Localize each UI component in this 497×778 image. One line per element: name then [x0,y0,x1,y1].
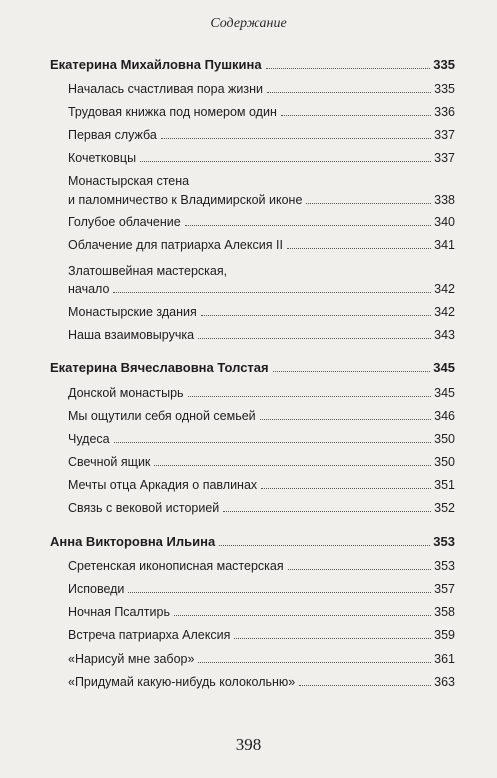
toc-entry[interactable] [68,82,455,96]
toc-entry-title: Кочетковцы [68,151,137,165]
toc-section-title: Анна Викторовна Ильина [50,534,216,549]
toc-page-number: 342 [434,305,455,319]
toc-entry[interactable] [68,151,455,165]
page-number: 398 [235,735,262,754]
toc-entry-title: Наша взаимовыручка [68,328,195,342]
dot-leader [128,592,431,593]
toc-entry[interactable] [68,193,455,207]
toc-page-number: 361 [434,652,455,666]
toc-entry[interactable] [68,128,455,142]
toc-page-number: 345 [434,386,455,400]
toc-page-number: 353 [434,559,455,573]
toc-section-title: Екатерина Вячеславовна Толстая [50,360,269,375]
toc-entry-title: Ночная Псалтирь [68,605,170,619]
toc-entry[interactable] [68,559,455,573]
toc-entry-title: Началась счастливая пора жизни [68,82,263,96]
toc-entry-title: Связь с вековой историей [68,501,220,515]
dot-leader [287,248,431,249]
dot-leader [113,292,431,293]
toc-entry-title: Облачение для патриарха Алексия II [68,238,283,252]
toc-entry[interactable] [68,455,455,469]
toc-page-number: 340 [434,215,455,229]
toc-entry[interactable] [68,409,455,423]
toc-page-number: 337 [434,151,455,165]
toc-page-number: 338 [434,193,455,207]
toc-entry[interactable] [68,675,455,689]
toc-entry-title: Мы ощутили себя одной семьей [68,409,256,423]
toc-entry-title: Мечты отца Аркадия о павлинах [68,478,258,492]
toc-entry[interactable] [68,478,455,492]
toc-entry[interactable] [68,501,455,515]
dot-leader [273,371,431,372]
dot-leader [174,615,431,616]
dot-leader [185,225,431,226]
dot-leader [154,465,431,466]
toc-entry-title: Донской монастырь [68,386,184,400]
dot-leader [260,419,431,420]
toc-page-number: 353 [433,534,455,549]
toc-entry[interactable] [68,305,455,319]
toc-entry-title: начало [68,282,110,296]
toc-entry-title: Встреча патриарха Алексия [68,628,231,642]
toc-entry[interactable] [68,215,455,229]
toc-entry[interactable] [68,432,455,446]
dot-leader [281,115,431,116]
toc-entry-title: Голубое облачение [68,215,181,229]
toc-page-number: 352 [434,501,455,515]
toc-page-number: 343 [434,328,455,342]
dot-leader [234,638,431,639]
toc-entry[interactable] [68,238,455,252]
toc-entry-title: Чудеса [68,432,110,446]
dot-leader [223,511,431,512]
toc-page-number: 341 [434,238,455,252]
toc-entry-title: Исповеди [68,582,125,596]
toc-page-number: 350 [434,455,455,469]
toc-entry-title-line1: Монастырская стена [68,174,190,188]
toc-section-1[interactable] [50,58,455,72]
dot-leader [198,338,431,339]
dot-leader [261,488,431,489]
toc-section-2[interactable] [50,361,455,375]
dot-leader [140,161,431,162]
toc-entry-title: Свечной ящик [68,455,151,469]
dot-leader [306,203,431,204]
dot-leader [266,68,431,69]
toc-entry-title: и паломничество к Владимирской иконе [68,193,303,207]
toc-entry-title-line1: Златошвейная мастерская, [68,264,228,278]
toc-entry-title: Сретенская иконописная мастерская [68,559,284,573]
toc-entry[interactable] [68,605,455,619]
toc-page-number: 335 [434,82,455,96]
toc-entry-title: «Нарисуй мне забор» [68,652,195,666]
toc-page-number: 337 [434,128,455,142]
toc-entry-title: Трудовая книжка под номером один [68,105,277,119]
toc-entry[interactable] [68,282,455,296]
toc-section-3[interactable] [50,535,455,549]
toc-entry-title: Монастырские здания [68,305,197,319]
dot-leader [188,396,432,397]
toc-entry[interactable] [68,628,455,642]
toc-page-number: 358 [434,605,455,619]
toc-section-title: Екатерина Михайловна Пушкина [50,57,262,72]
toc-page-number: 357 [434,582,455,596]
dot-leader [114,442,432,443]
dot-leader [161,138,431,139]
toc-page-number: 350 [434,432,455,446]
dot-leader [201,315,431,316]
dot-leader [288,569,432,570]
toc-page-number: 351 [434,478,455,492]
toc-entry[interactable] [68,105,455,119]
toc-page-number: 359 [434,628,455,642]
toc-entry[interactable] [68,328,455,342]
toc-entry-title: «Придумай какую-нибудь колокольню» [68,675,296,689]
toc-page-number: 336 [434,105,455,119]
toc-entry-title: Первая служба [68,128,157,142]
toc-page-number: 363 [434,675,455,689]
toc-entry[interactable] [68,652,455,666]
dot-leader [198,662,431,663]
toc-page-number: 345 [433,360,455,375]
toc-page-number: 346 [434,409,455,423]
toc-entry[interactable] [68,582,455,596]
dot-leader [219,545,430,546]
toc-page-number: 342 [434,282,455,296]
page-header: Содержание [210,16,287,31]
toc-page-number: 335 [433,57,455,72]
dot-leader [267,92,431,93]
dot-leader [299,685,431,686]
toc-entry[interactable] [68,386,455,400]
